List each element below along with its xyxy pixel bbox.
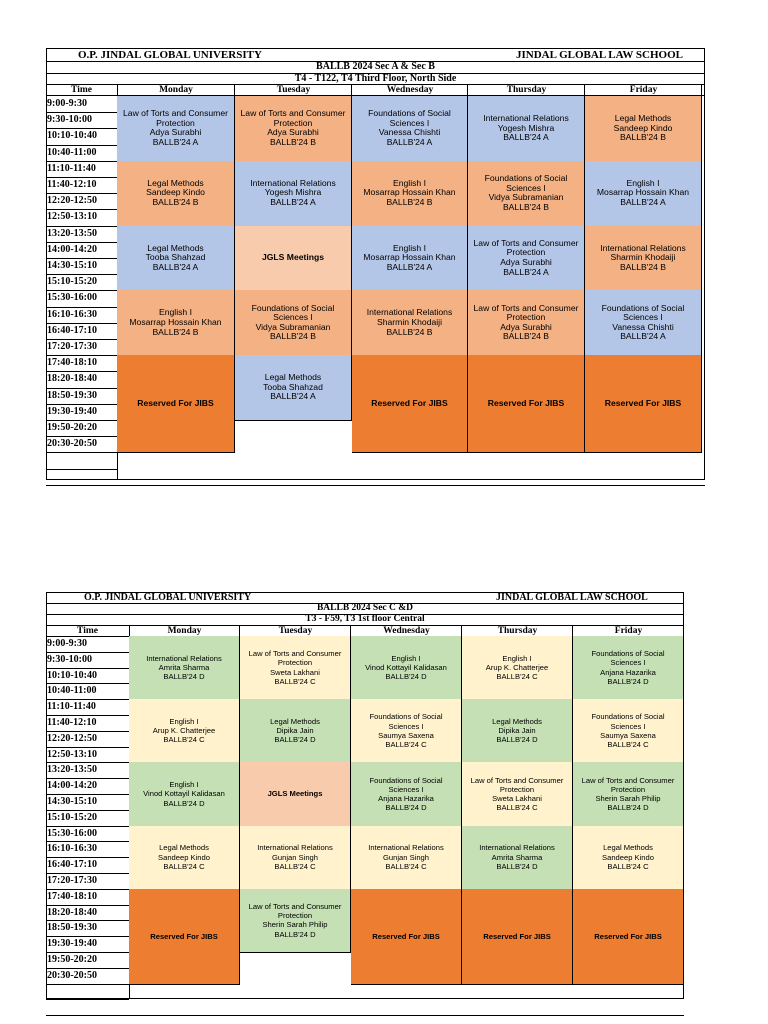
slot-text-line: Yogesh Mishra: [497, 122, 555, 133]
slot-text-line: Sciences I: [273, 312, 313, 323]
slot-text-line: BALLB'24 C: [496, 672, 538, 682]
slot-text-line: BALLB'24 B: [386, 196, 433, 207]
slot-text-line: Reserved For JIBS: [487, 397, 565, 408]
class-slot: [117, 226, 235, 292]
class-slot: [352, 96, 468, 162]
room-info: T3 - F59, T3 1st floor Central: [305, 614, 425, 624]
slot-text-line: Foundations of Social: [591, 712, 665, 722]
time-slot: 14:30-15:10: [47, 260, 97, 271]
slot-text-line: Reserved For JIBS: [371, 397, 448, 408]
slot-text-line: Legal Methods: [614, 113, 672, 123]
time-slot: 12:20-12:50: [47, 732, 97, 744]
class-slot: [352, 226, 468, 292]
time-slot: 11:40-12:10: [47, 717, 97, 728]
slot-text-line: Vidya Subramanian: [255, 321, 331, 332]
slot-text-line: BALLB'24 A: [386, 136, 433, 147]
reserved-slot: [129, 889, 240, 985]
slot-text-line: Protection: [610, 784, 646, 794]
slot-text-line: International Relations: [250, 177, 336, 188]
slot-text-line: Amrita Sharma: [491, 852, 543, 862]
slot-text-line: BALLB'24 D: [163, 672, 205, 682]
time-slot: 11:10-11:40: [47, 701, 96, 713]
slot-text-line: BALLB'24 B: [269, 331, 317, 342]
class-slot: [129, 636, 240, 700]
slot-text-line: BALLB'24 B: [619, 261, 667, 272]
slot-text-line: BALLB'24 A: [270, 196, 316, 207]
slot-text-line: Saumya Saxena: [378, 730, 434, 740]
class-slot: [240, 826, 351, 890]
class-slot: [235, 161, 352, 227]
university-name: O.P. JINDAL GLOBAL UNIVERSITY: [84, 592, 252, 603]
slot-text-line: International Relations: [483, 113, 569, 123]
slot-text-line: BALLB'24 C: [607, 739, 649, 749]
slot-text-line: Foundations of Social: [601, 302, 685, 313]
day-header-wednesday: Wednesday: [386, 85, 434, 95]
slot-text-line: Saumya Saxena: [600, 730, 656, 740]
class-slot: [573, 826, 684, 890]
slot-text-line: English I: [169, 780, 199, 790]
slot-text-line: Foundations of Social: [484, 173, 568, 183]
slot-text-line: Foundations of Social: [368, 108, 451, 119]
slot-text-line: Protection: [499, 784, 535, 794]
slot-text-line: BALLB'24 A: [620, 331, 666, 342]
time-slot: 15:30-16:00: [47, 827, 97, 839]
day-header-thursday: Thursday: [506, 85, 547, 95]
slot-text-line: Gunjan Singh: [271, 852, 319, 862]
slot-text-line: BALLB'24 A: [270, 391, 316, 402]
class-slot: [240, 636, 351, 700]
slot-text-line: Sweta Lakhani: [270, 667, 320, 677]
class-slot: [468, 161, 585, 227]
slot-text-line: International Relations: [600, 242, 686, 253]
slot-text-line: BALLB'24 D: [607, 676, 649, 686]
slot-text-line: Law of Torts and Consumer: [248, 901, 342, 911]
slot-text-line: BALLB'24 C: [274, 676, 316, 686]
time-slot: 12:50-13:10: [47, 748, 97, 760]
slot-text-line: Adya Surabhi: [267, 127, 319, 138]
slot-text-line: Sandeep Kindo: [146, 187, 205, 198]
time-slot: 9:00-9:30: [47, 98, 87, 109]
slot-text-line: Foundations of Social: [369, 775, 443, 785]
slot-text-line: Dipika Jain: [276, 726, 314, 736]
slot-text-line: BALLB'24 A: [152, 261, 199, 272]
slot-text-line: Reserved For JIBS: [604, 397, 682, 408]
slot-text-line: BALLB'24 B: [502, 331, 550, 342]
slot-text-line: BALLB'24 B: [619, 132, 667, 143]
day-header-thursday: Thursday: [497, 626, 538, 636]
slot-text-line: JGLS Meetings: [261, 252, 325, 263]
class-slot: [351, 699, 462, 763]
slot-text-line: Sciences I: [623, 312, 663, 323]
class-slot: [129, 699, 240, 763]
time-slot: 14:00-14:20: [47, 780, 97, 792]
time-slot: 17:20-17:30: [47, 875, 97, 886]
time-slot: 19:30-19:40: [47, 938, 97, 950]
slot-text-line: English I: [169, 716, 199, 726]
slot-text-line: Protection: [277, 911, 313, 921]
slot-text-line: Mosarrap Hossain Khan: [363, 187, 456, 198]
slot-text-line: Law of Torts and Consumer: [240, 108, 346, 119]
slot-text-line: Legal Methods: [147, 242, 204, 253]
time-slot: 20:30-20:50: [47, 438, 97, 450]
slot-text-line: Law of Torts and Consumer: [473, 302, 579, 313]
slot-text-line: Vinod Kottayil Kalidasan: [365, 662, 447, 672]
slot-text-line: Legal Methods: [492, 716, 542, 726]
class-slot: [462, 699, 573, 763]
slot-text-line: Sherin Sarah Philip: [262, 920, 328, 930]
reserved-slot: [352, 355, 468, 453]
slot-text-line: Adya Surabhi: [149, 127, 202, 138]
slot-text-line: Protection: [277, 658, 313, 668]
slot-text-line: BALLB'24 D: [163, 798, 205, 808]
slot-text-line: Vinod Kottayil Kalidasan: [143, 789, 225, 799]
slot-text-line: International Relations: [366, 307, 453, 318]
time-slot: 16:10-16:30: [47, 843, 97, 855]
time-slot: 10:40-11:00: [47, 146, 97, 158]
time-slot: 16:10-16:30: [47, 308, 97, 320]
time-slot: 13:20-13:50: [47, 764, 97, 776]
timetable-sec-c-d: [46, 592, 684, 999]
slot-text-line: English I: [502, 653, 532, 663]
slot-text-line: International Relations: [368, 843, 444, 853]
class-slot: [573, 762, 684, 826]
slot-text-line: BALLB'24 D: [274, 929, 316, 939]
slot-text-line: Legal Methods: [159, 843, 209, 853]
time-slot: 11:10-11:40: [47, 162, 96, 174]
slot-text-line: Adya Surabhi: [500, 321, 552, 332]
slot-text-line: Law of Torts and Consumer: [470, 775, 564, 785]
time-slot: 9:30-10:00: [47, 114, 92, 126]
class-slot: [462, 762, 573, 826]
slot-text-line: BALLB'24 C: [274, 861, 316, 871]
slot-text-line: Protection: [273, 117, 313, 128]
time-slot: 10:10-10:40: [47, 130, 97, 142]
slot-text-line: BALLB'24 C: [385, 739, 427, 749]
time-slot: 11:40-12:10: [47, 179, 97, 190]
slot-text-line: Mosarrap Hossain Khan: [129, 316, 222, 327]
slot-text-line: BALLB'24 C: [385, 861, 427, 871]
class-slot: [462, 636, 573, 700]
time-slot: 12:50-13:10: [47, 211, 97, 223]
slot-text-line: Adya Surabhi: [500, 256, 552, 267]
slot-text-line: Sharmin Khodaiji: [610, 252, 676, 263]
slot-text-line: Reserved For JIBS: [594, 931, 662, 941]
slot-text-line: BALLB'24 C: [163, 861, 205, 871]
slot-text-line: BALLB'24 B: [502, 201, 550, 212]
room-info: T4 - T122, T4 Third Floor, North Side: [294, 73, 457, 84]
slot-text-line: Mosarrap Hossain Khan: [596, 187, 690, 198]
slot-text-line: Anjana Hazarika: [600, 667, 656, 677]
class-slot: [117, 96, 235, 162]
time-slot: 15:10-15:20: [47, 811, 97, 823]
slot-text-line: Dipika Jain: [498, 726, 536, 736]
reserved-slot: [468, 355, 585, 453]
slot-text-line: Vanessa Chishti: [378, 127, 441, 138]
slot-text-line: Arup K. Chatterjee: [485, 662, 549, 672]
meetings-slot: [235, 226, 352, 292]
slot-text-line: Reserved For JIBS: [483, 931, 551, 941]
time-slot: 17:40-18:10: [47, 890, 97, 902]
class-slot: [585, 226, 702, 292]
slot-text-line: Foundations of Social: [591, 649, 665, 659]
slot-text-line: English I: [391, 653, 421, 663]
slot-text-line: BALLB'24 D: [607, 803, 649, 813]
slot-text-line: Anjana Hazarika: [378, 793, 434, 803]
slot-text-line: Sandeep Kindo: [158, 852, 210, 862]
slot-text-line: BALLB'24 A: [503, 132, 549, 143]
slot-text-line: Reserved For JIBS: [150, 931, 218, 941]
time-slot: 19:50-20:20: [47, 422, 97, 433]
time-slot: 14:00-14:20: [47, 243, 97, 255]
time-slot: 17:20-17:30: [47, 341, 97, 352]
class-slot: [573, 636, 684, 700]
slot-text-line: BALLB'24 D: [385, 672, 427, 682]
time-slot: 14:30-15:10: [47, 796, 97, 807]
class-slot: [468, 226, 585, 292]
slot-text-line: International Relations: [257, 843, 333, 853]
slot-text-line: Legal Methods: [147, 177, 204, 188]
slot-text-line: BALLB'24 A: [503, 266, 549, 277]
class-slot: [117, 290, 235, 356]
reserved-slot: [351, 889, 462, 985]
slot-text-line: Sciences I: [610, 721, 646, 731]
class-slot: [129, 826, 240, 890]
time-slot: 19:50-20:20: [47, 954, 97, 965]
time-slot: 16:40-17:10: [47, 859, 97, 871]
time-slot: 13:20-13:50: [47, 227, 97, 239]
class-slot: [129, 762, 240, 826]
class-slot: [235, 355, 352, 421]
timetable-sec-a-b: [46, 48, 705, 480]
slot-text-line: BALLB'24 A: [152, 136, 199, 147]
slot-text-line: Reserved For JIBS: [137, 397, 214, 408]
slot-text-line: Legal Methods: [270, 716, 320, 726]
meetings-slot: [240, 762, 351, 826]
slot-text-line: Gunjan Singh: [382, 852, 430, 862]
slot-text-line: BALLB'24 D: [385, 803, 427, 813]
timetable-title: BALLB 2024 Sec C &D: [316, 603, 414, 613]
slot-text-line: English I: [393, 242, 426, 253]
slot-text-line: BALLB'24 D: [274, 735, 316, 745]
class-slot: [468, 290, 585, 356]
time-slot: 18:20-18:40: [47, 906, 97, 918]
class-slot: [573, 699, 684, 763]
slot-text-line: Protection: [156, 117, 195, 128]
day-header-monday: Monday: [159, 85, 193, 95]
class-slot: [240, 699, 351, 763]
time-slot: 18:50-19:30: [47, 922, 97, 934]
slot-text-line: Reserved For JIBS: [372, 931, 440, 941]
slot-text-line: BALLB'24 A: [386, 261, 433, 272]
class-slot: [352, 161, 468, 227]
time-slot: 16:40-17:10: [47, 324, 97, 336]
slot-text-line: Foundations of Social: [369, 712, 443, 722]
school-name: JINDAL GLOBAL LAW SCHOOL: [516, 49, 683, 61]
slot-text-line: Law of Torts and Consumer: [473, 237, 579, 248]
slot-text-line: Amrita Sharma: [158, 662, 210, 672]
time-slot: 19:30-19:40: [47, 405, 97, 417]
slot-text-line: Vanessa Chishti: [612, 321, 674, 332]
slot-text-line: Vidya Subramanian: [488, 192, 564, 203]
slot-text-line: Sandeep Kindo: [602, 852, 654, 862]
slot-text-line: English I: [626, 177, 660, 188]
slot-text-line: Law of Torts and Consumer: [123, 108, 228, 119]
time-slot: 15:10-15:20: [47, 276, 97, 288]
slot-text-line: BALLB'24 B: [152, 326, 199, 337]
time-header: Time: [71, 85, 92, 95]
slot-text-line: Sciences I: [506, 182, 546, 193]
slot-text-line: Sherin Sarah Philip: [595, 793, 661, 803]
class-slot: [235, 290, 352, 356]
class-slot: [235, 96, 352, 162]
time-slot: 9:30-10:00: [47, 653, 92, 665]
slot-text-line: Mosarrap Hossain Khan: [363, 252, 456, 263]
class-slot: [351, 762, 462, 826]
time-slot: 10:40-11:00: [47, 685, 97, 697]
slot-text-line: Protection: [506, 312, 546, 323]
time-slot: 10:10-10:40: [47, 669, 97, 681]
slot-text-line: English I: [159, 307, 192, 318]
time-slot: 12:20-12:50: [47, 195, 97, 207]
time-header: Time: [77, 626, 98, 636]
day-header-wednesday: Wednesday: [383, 626, 430, 636]
reserved-slot: [573, 889, 684, 985]
slot-text-line: BALLB'24 C: [496, 803, 538, 813]
slot-text-line: Protection: [506, 247, 546, 258]
slot-text-line: BALLB'24 C: [607, 861, 649, 871]
day-header-friday: Friday: [614, 626, 643, 636]
time-slot: 9:00-9:30: [47, 638, 87, 649]
reserved-slot: [462, 889, 573, 985]
slot-text-line: Sciences I: [388, 784, 424, 794]
slot-text-line: BALLB'24 C: [163, 735, 205, 745]
class-slot: [351, 826, 462, 890]
slot-text-line: Foundations of Social: [251, 302, 335, 313]
slot-text-line: BALLB'24 A: [620, 196, 666, 207]
day-header-tuesday: Tuesday: [276, 85, 311, 95]
class-slot: [352, 290, 468, 356]
slot-text-line: International Relations: [479, 843, 555, 853]
class-slot: [351, 636, 462, 700]
slot-text-line: English I: [393, 177, 426, 188]
day-header-monday: Monday: [167, 626, 202, 636]
slot-text-line: International Relations: [146, 653, 222, 663]
time-slot: 17:40-18:10: [47, 357, 97, 369]
day-header-tuesday: Tuesday: [278, 626, 313, 636]
time-slot: 20:30-20:50: [47, 969, 97, 981]
timetable-title: BALLB 2024 Sec A & Sec B: [316, 61, 435, 72]
slot-text-line: Tooba Shahzad: [145, 252, 206, 263]
class-slot: [585, 290, 702, 356]
slot-text-line: Sciences I: [389, 117, 430, 128]
slot-text-line: Tooba Shahzad: [263, 381, 323, 392]
slot-text-line: Sharmin Khodaiji: [377, 316, 442, 327]
day-header-friday: Friday: [629, 85, 658, 95]
class-slot: [585, 161, 702, 227]
time-slot: 18:50-19:30: [47, 389, 97, 401]
slot-text-line: Legal Methods: [603, 843, 653, 853]
class-slot: [468, 96, 585, 162]
slot-text-line: BALLB'24 B: [269, 136, 317, 147]
class-slot: [240, 889, 351, 953]
slot-text-line: BALLB'24 D: [496, 861, 538, 871]
slot-text-line: JGLS Meetings: [267, 789, 323, 799]
slot-text-line: BALLB'24 D: [496, 735, 538, 745]
slot-text-line: Sandeep Kindo: [613, 122, 673, 133]
slot-text-line: Sciences I: [610, 658, 646, 668]
school-name: JINDAL GLOBAL LAW SCHOOL: [496, 592, 648, 603]
slot-text-line: Arup K. Chatterjee: [152, 726, 216, 736]
slot-text-line: Sciences I: [388, 721, 424, 731]
reserved-slot: [117, 355, 235, 453]
slot-text-line: BALLB'24 B: [152, 196, 199, 207]
slot-text-line: Legal Methods: [264, 372, 322, 383]
time-slot: 18:20-18:40: [47, 373, 97, 385]
slot-text-line: Law of Torts and Consumer: [248, 649, 342, 659]
slot-text-line: Yogesh Mishra: [264, 187, 322, 198]
reserved-slot: [585, 355, 702, 453]
slot-text-line: BALLB'24 B: [386, 326, 433, 337]
class-slot: [117, 161, 235, 227]
time-slot: 15:30-16:00: [47, 292, 97, 304]
class-slot: [585, 96, 702, 162]
slot-text-line: Sweta Lakhani: [492, 793, 542, 803]
slot-text-line: Law of Torts and Consumer: [581, 775, 675, 785]
university-name: O.P. JINDAL GLOBAL UNIVERSITY: [78, 49, 262, 61]
class-slot: [462, 826, 573, 890]
